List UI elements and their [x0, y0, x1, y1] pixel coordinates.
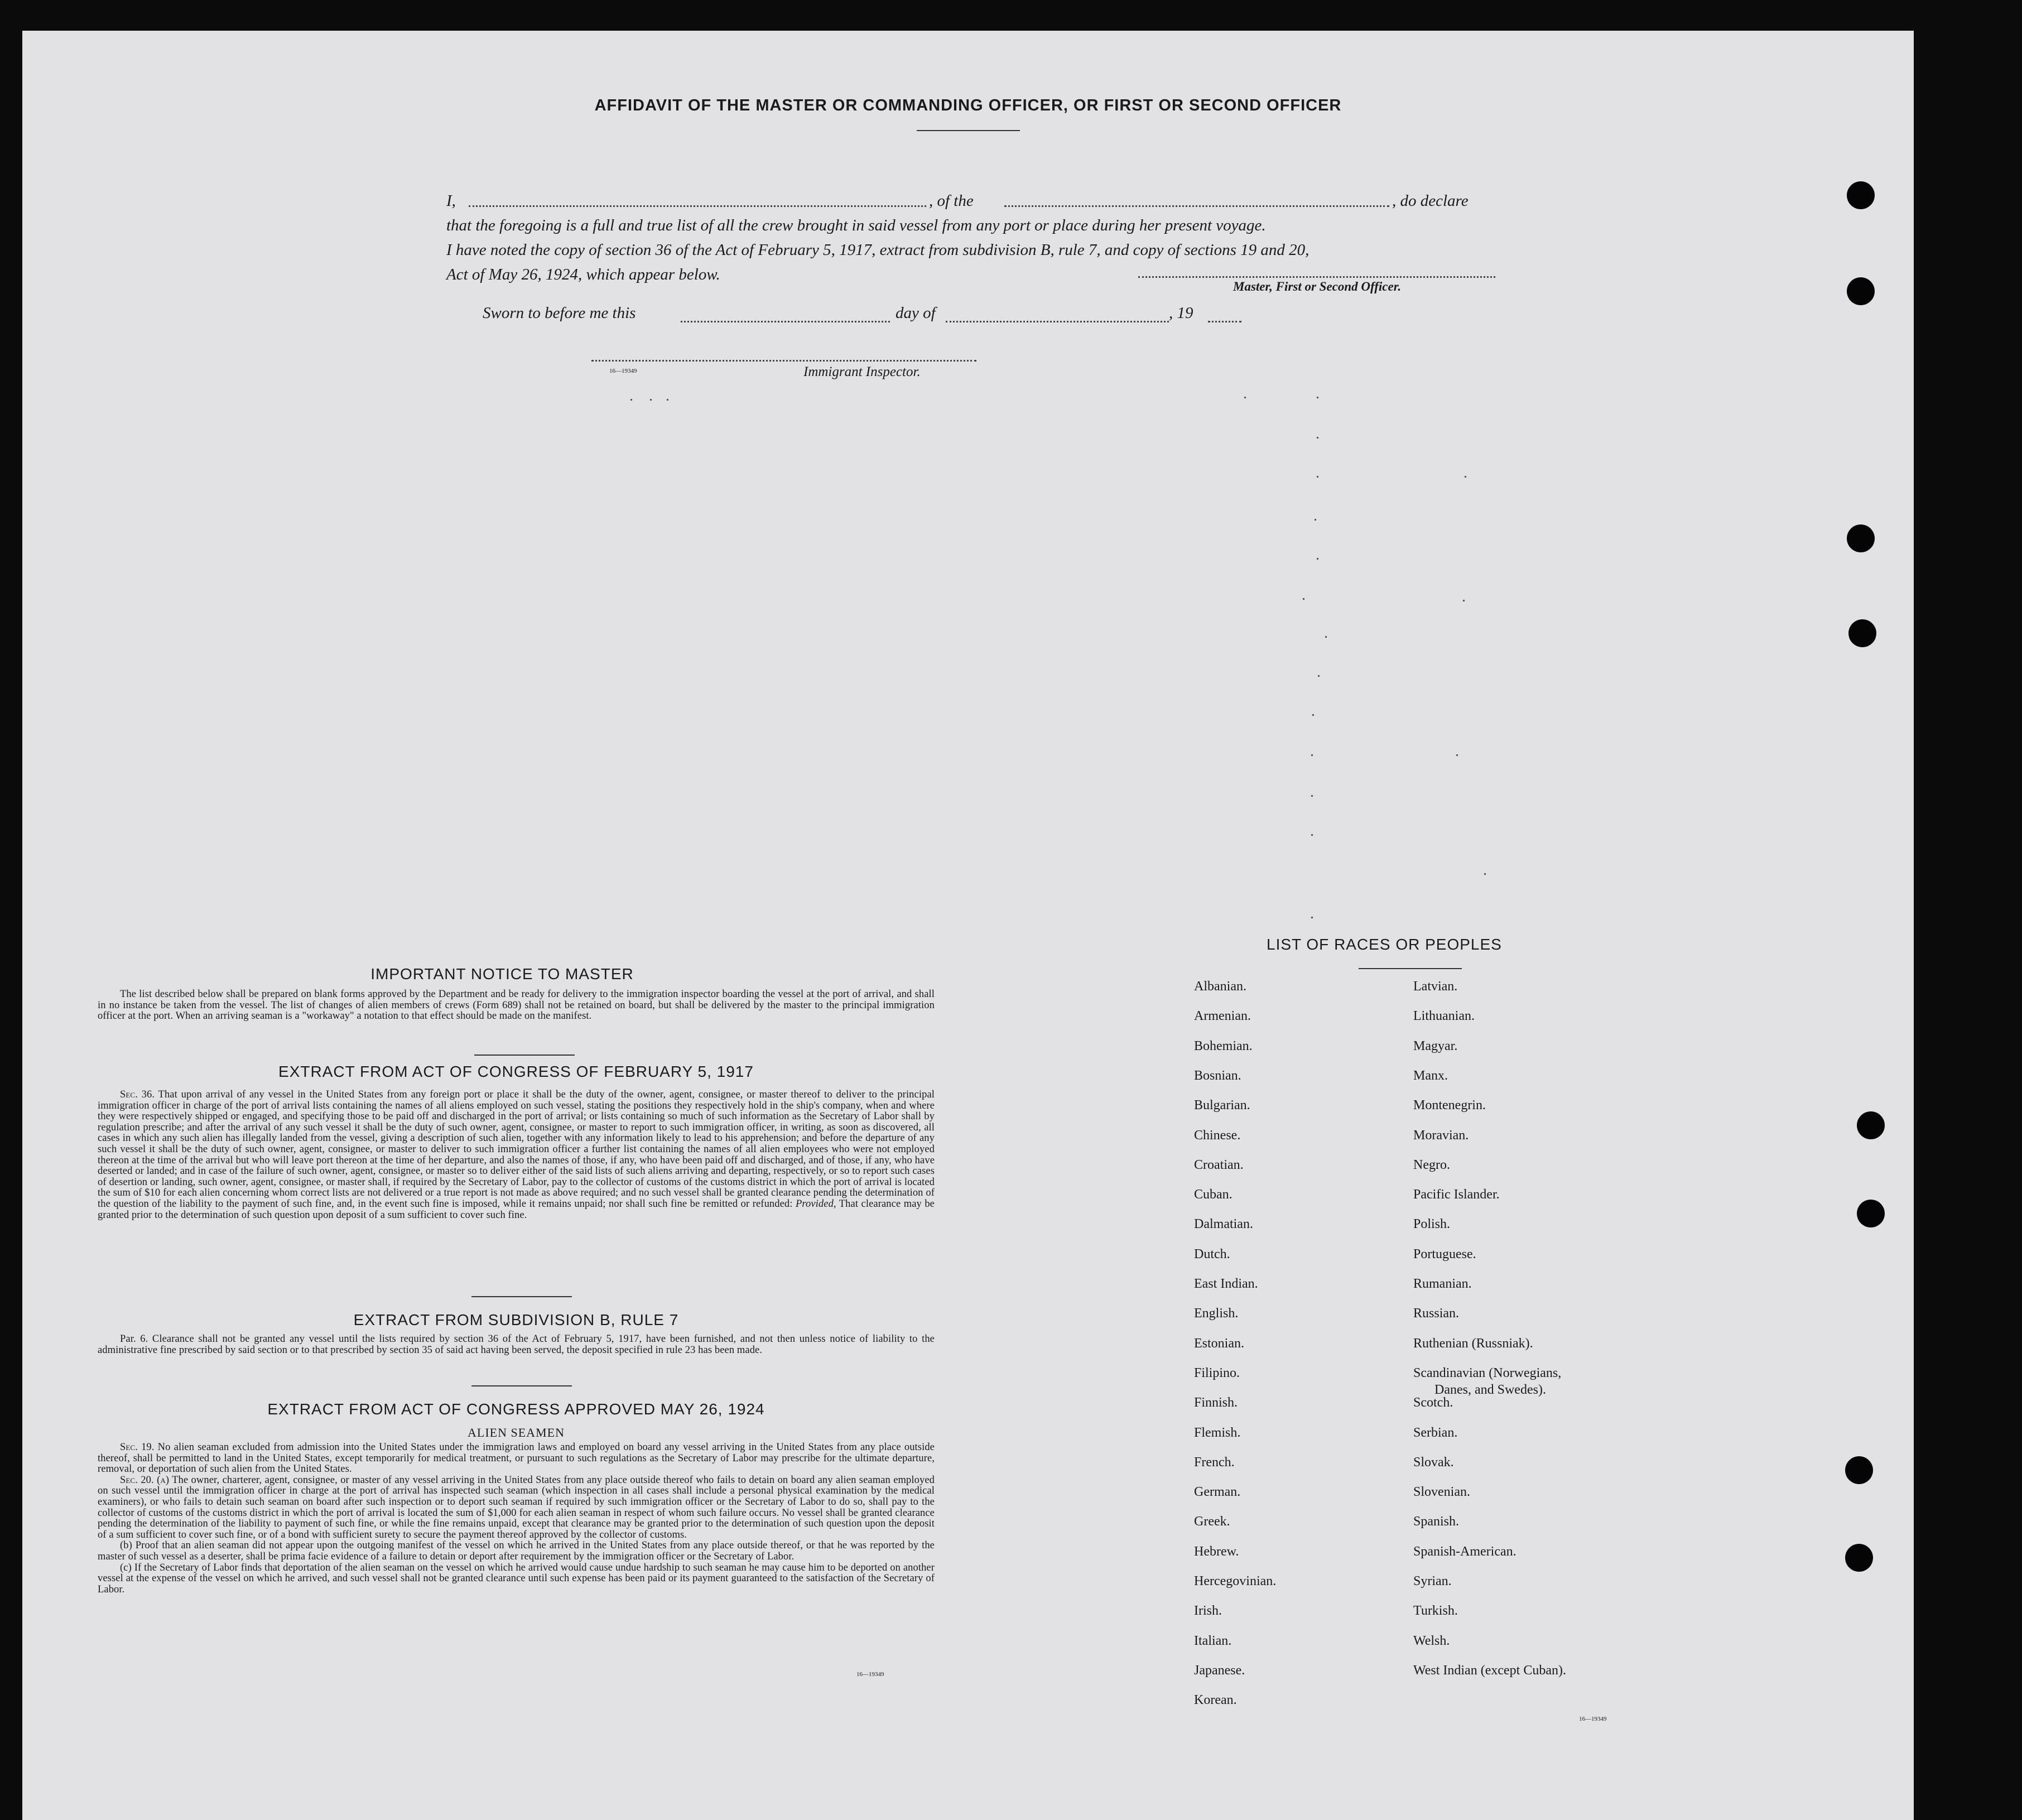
rule-2: [471, 1296, 572, 1297]
race-item: Croatian.: [1194, 1157, 1244, 1172]
decl-of-the: , of the: [929, 192, 974, 210]
race-item: Turkish.: [1413, 1604, 1458, 1619]
affidavit-title: AFFIDAVIT OF THE MASTER OR COMMANDING OFFICER, OR FIRST OR SECOND OFFICER: [594, 97, 1342, 114]
races-rule: [1359, 968, 1462, 969]
sec36-text: That upon arrival of any vessel in the United States from any foreign port or place it shall be the duty of the owner, agent, consignee, or master thereof to deliver to the principal immigration officer in charge of the port of arrival lists containing the names of all aliens employed on such vessel, stating the positions they respectively hold in the ship's company, when and where they were respectively shipped or engaged, and specifying those to be paid off and discharged in the port of arrival; or lists containing so much of such information as the Secretary of Labor shall by regulation prescribe; and after the arrival of any such vessel it shall be the duty of such owner, agent, consignee, or master to report to such immigration officer, in writing, as soon as discovered, all cases in which any such alien has illegally landed from the vessel, giving a description of such alien, together with any information likely to lead to his apprehension; and before the departure of any such vessel it shall be the duty of such owner, agent, consignee, or master to deliver to such immigration officer a further list containing the names of all alien employees who were not employed thereon at the time of the arrival but who will leave port thereon at the time of her departure, and also the names of those, if any, who have been paid off and discharged, and of those, if any, who have deserted or landed; and in case of the failure of such owner, agent, consignee, or master so to deliver either of the said lists of such aliens arriving and departing, respectively, or so to report such cases of desertion or landing, such owner, agent, consignee, or master shall, if required by the Secretary of Labor, pay to the collector of customs of the customs district in which the port of arrival is located the sum of $10 for each alien concerning whom correct lists are not delivered or a true report is not made as above required; and no such vessel shall be granted clearance pending the determination of the question of the liability to the payment of such fine, and, in the event such fine is imposed, while it remains unpaid; nor shall such fine be remitted or refunded:: [98, 1089, 935, 1210]
sworn-line: [483, 304, 1292, 329]
extract-1924-text: [98, 1442, 935, 1595]
race-item: Ruthenian (Russniak).: [1413, 1336, 1533, 1351]
sworn-text: Sworn to before me this: [483, 304, 636, 322]
signature-label: Master, First or Second Officer.: [1233, 280, 1402, 293]
punch-hole: [1845, 1456, 1873, 1484]
extract-1924-heading: EXTRACT FROM ACT OF CONGRESS APPROVED MAY 26, 1924: [267, 1400, 765, 1418]
sec20-label: Sec. 20. (a): [120, 1474, 170, 1486]
race-item: Syrian.: [1413, 1574, 1452, 1588]
race-item: Magyar.: [1413, 1038, 1458, 1053]
decl-i: I,: [446, 192, 456, 210]
race-item: Serbian.: [1413, 1425, 1458, 1440]
declaration-block: [446, 189, 1540, 289]
race-item: Greek.: [1194, 1514, 1230, 1529]
race-item: Portuguese.: [1413, 1246, 1476, 1262]
race-item: Polish.: [1413, 1217, 1451, 1232]
race-item: Danes, and Swedes).: [1434, 1382, 1546, 1397]
sec20a-text: The owner, charterer, agent, consignee, or master of any vessel arriving in the United States from any place outside thereof who fails to detain on board any alien seaman employed on such vessel until the immigration officer in charge at the port of arrival has inspected such seaman (which inspection in all cases shall include a personal physical examination by the medical examiners), or who fails to detain such seaman on board after such inspection or to deport such seaman if required by such immigration officer or the Secretary of Labor to do so, shall pay to the collector of customs of the customs district in which the port of arrival is located the sum of $1,000 for each alien seaman in respect of whom such failure occurs. No vessel shall be granted clearance pending the determination of the liability to payment of such fine, or while the fine remains unpaid, except that clearance may be granted prior to the determination of such question upon the deposit of a sum sufficient to cover such fine, or of a bond with sufficient surety to secure the payment thereof approved by the collector of customs.: [98, 1474, 935, 1540]
alien-seamen-subheading: ALIEN SEAMEN: [468, 1426, 565, 1439]
year-blank[interactable]: [1208, 321, 1241, 322]
punch-hole: [1847, 277, 1875, 305]
race-item: Lithuanian.: [1413, 1009, 1475, 1024]
day-blank[interactable]: [681, 321, 890, 322]
races-form-number: 16—19349: [1579, 1716, 1607, 1722]
races-left-column: [1194, 979, 1361, 1788]
punch-hole: [1847, 524, 1875, 552]
race-item: West Indian (except Cuban).: [1413, 1663, 1566, 1678]
rule-3: [471, 1385, 572, 1386]
punch-hole: [1857, 1200, 1885, 1227]
sec19-text: No alien seaman excluded from admission into the United States under the immigration laws and employed on board any vessel arriving in the United States from any place outside thereof, shall be permitted to land in the United States, except temporarily for medical treatment, or pursuant to such regulations as the Secretary of Labor may prescribe for the ultimate departure, removal, or deportation of such alien from the United States.: [98, 1442, 935, 1475]
race-item: Scotch.: [1413, 1395, 1453, 1410]
race-item: Chinese.: [1194, 1128, 1241, 1143]
race-item: Korean.: [1194, 1693, 1237, 1708]
race-item: Slovak.: [1413, 1455, 1454, 1470]
race-item: Dutch.: [1194, 1246, 1230, 1262]
race-item: Montenegrin.: [1413, 1098, 1486, 1113]
decl-line-3: I have noted the copy of section 36 of the Act of February 5, 1917, extract from subdivision B, rule 7, and copy of sections 19 and 20,: [446, 241, 1310, 259]
decl-do-declare: , do declare: [1392, 192, 1469, 210]
sec20b-label: (b): [120, 1540, 132, 1552]
race-item: East Indian.: [1194, 1277, 1258, 1291]
signature-blank[interactable]: [1138, 276, 1495, 278]
race-item: Negro.: [1413, 1157, 1450, 1172]
race-item: Rumanian.: [1413, 1277, 1472, 1291]
race-item: Albanian.: [1194, 979, 1246, 994]
rule-1: [474, 1055, 575, 1056]
race-item: Japanese.: [1194, 1663, 1245, 1678]
proviso-text: That clearance may be granted prior to the determination of such question upon deposit of a sum sufficient to cover such fine.: [98, 1198, 935, 1221]
punch-hole: [1857, 1111, 1885, 1139]
race-item: Welsh.: [1413, 1633, 1450, 1648]
extract-form-number: 16—19349: [856, 1671, 884, 1678]
proviso-label: Provided,: [796, 1198, 836, 1210]
race-item: Cuban.: [1194, 1187, 1233, 1202]
race-item: Scandinavian (Norwegians,: [1413, 1365, 1562, 1380]
race-item: Armenian.: [1194, 1009, 1251, 1024]
decl-line-4: Act of May 26, 1924, which appear below.: [446, 266, 720, 283]
name-blank[interactable]: [469, 205, 926, 207]
important-notice-text: The list described below shall be prepared on blank forms approved by the Department and be ready for delivery to the immigration inspector boarding the vessel at the port of arrival, and shall in no instance be taken from the vessel. The list of changes of alien members of crews (Form 689) shall not be retained on board, but shall be delivered by the master to the principal immigration officer at the port. When an arriving seaman is a "workaway" a notation to that effect should be made on the manifest.: [98, 989, 935, 1022]
race-item: Filipino.: [1194, 1365, 1240, 1380]
race-item: Italian.: [1194, 1633, 1232, 1648]
race-item: Bosnian.: [1194, 1068, 1241, 1083]
punch-hole: [1847, 181, 1875, 209]
race-item: Hebrew.: [1194, 1544, 1239, 1559]
sec20b-text: Proof that an alien seaman did not appear upon the outgoing manifest of the vessel on which he arrived in the United States from any place outside thereof, or that he was reported by the master of such vessel as a deserter, shall be prima facie evidence of a failure to detain or deport after requirement by the immigration officer or the Secretary of Labor.: [98, 1540, 935, 1562]
month-blank[interactable]: [946, 321, 1169, 322]
race-item: Finnish.: [1194, 1395, 1238, 1410]
sec20c-text: If the Secretary of Labor finds that deportation of the alien seaman on the vessel on which he arrived would cause undue hardship to such seaman he may cause him to be deported on another vessel at the expense of the vessel on which he arrived, and such vessel shall not be granted clearance until such expense has been paid or its payment guaranteed to the satisfaction of the Secretary of Labor.: [98, 1562, 935, 1595]
race-item: English.: [1194, 1306, 1239, 1321]
race-item: French.: [1194, 1455, 1235, 1470]
race-item: Russian.: [1413, 1306, 1460, 1321]
race-item: Spanish-American.: [1413, 1544, 1516, 1559]
extract-rule7-heading: EXTRACT FROM SUBDIVISION B, RULE 7: [353, 1311, 679, 1328]
race-item: Manx.: [1413, 1068, 1448, 1083]
important-notice-heading: IMPORTANT NOTICE TO MASTER: [370, 965, 634, 983]
race-item: Bulgarian.: [1194, 1098, 1250, 1113]
races-right-column: [1413, 979, 1670, 1788]
race-item: Bohemian.: [1194, 1038, 1253, 1053]
day-of-text: day of: [896, 304, 936, 322]
sec19-label: Sec. 19.: [120, 1442, 155, 1453]
race-item: Flemish.: [1194, 1425, 1241, 1440]
race-item: Pacific Islander.: [1413, 1187, 1500, 1202]
race-item: Latvian.: [1413, 979, 1458, 994]
affidavit-form-number: 16—19349: [609, 368, 637, 374]
sec20c-label: (c): [120, 1562, 132, 1573]
punch-hole: [1845, 1544, 1873, 1572]
race-item: German.: [1194, 1485, 1241, 1500]
inspector-blank[interactable]: [591, 360, 976, 362]
race-item: Spanish.: [1413, 1514, 1460, 1529]
race-item: Irish.: [1194, 1604, 1222, 1619]
document-sheet: [22, 31, 1914, 1820]
year-prefix: , 19: [1169, 304, 1193, 322]
race-item: Dalmatian.: [1194, 1217, 1253, 1232]
title-rule: [917, 130, 1020, 131]
extract-1917-heading: EXTRACT FROM ACT OF CONGRESS OF FEBRUARY 5, 1917: [278, 1063, 754, 1080]
decl-line-2: that the foregoing is a full and true list of all the crew brought in said vessel from any port or place during her present voyage.: [446, 216, 1266, 234]
races-title: LIST OF RACES OR PEOPLES: [1267, 936, 1502, 953]
extract-rule7-text: Par. 6. Clearance shall not be granted any vessel until the lists required by section 36 of the Act of February 5, 1917, have been furnished, and not then unless notice of liability to the administrative fine prescribed by said section or to that prescribed by section 35 of said act having been served, the deposit specified in rule 23 has been made.: [98, 1333, 935, 1356]
race-item: Slovenian.: [1413, 1485, 1470, 1500]
race-item: Hercegovinian.: [1194, 1574, 1277, 1588]
race-item: Moravian.: [1413, 1128, 1469, 1143]
extract-1917-text: [98, 1090, 935, 1221]
race-item: Estonian.: [1194, 1336, 1244, 1351]
punch-hole: [1848, 619, 1876, 647]
sec36-label: Sec. 36.: [120, 1089, 155, 1100]
inspector-label: Immigrant Inspector.: [803, 364, 921, 379]
vessel-blank[interactable]: [1004, 205, 1389, 207]
